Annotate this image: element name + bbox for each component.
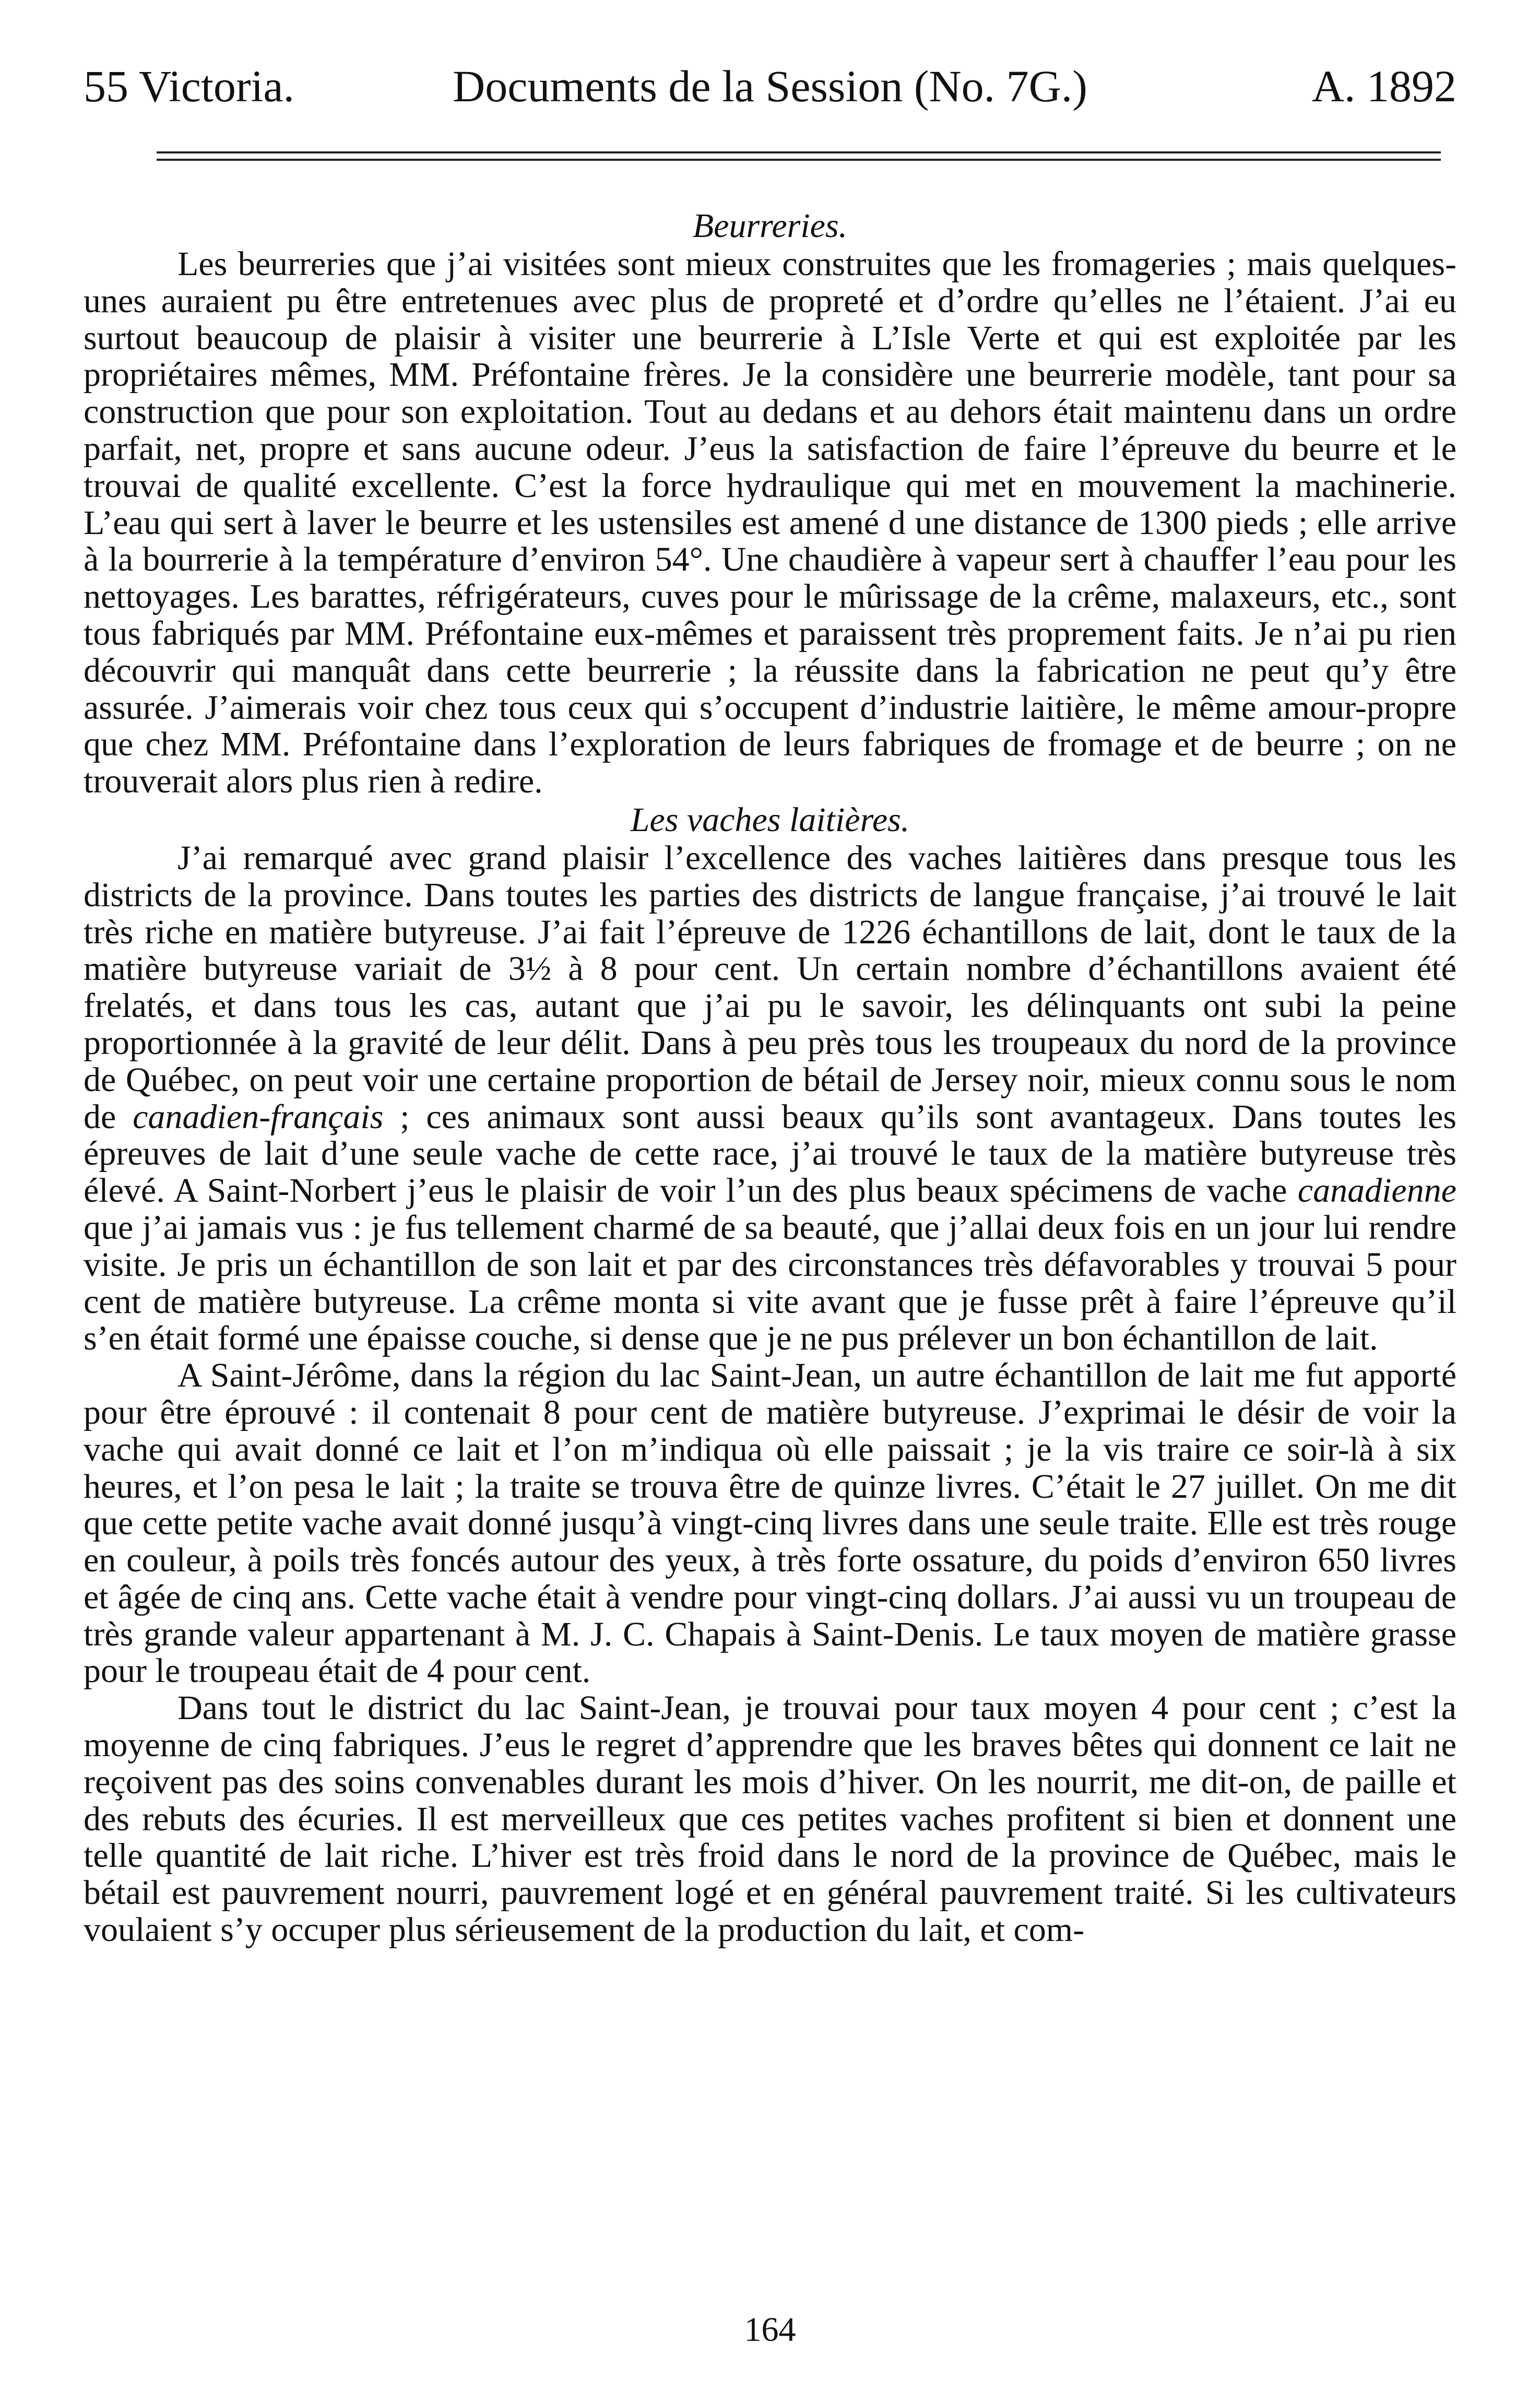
- text-run: J’ai remarqué avec grand plaisir l’excellence des vaches laitières dans presque tous les districts de la province. Dans toutes les parties des districts de langue française, j’ai trouvé le lait très riche en matière butyreuse. J’ai fait l’épreuve de 1226 échantillons de lait, dont le taux de la matière butyreuse variait de 3½ à 8 pour cent. Un certain nombre d’échantillons avaient été frelatés, et dans tous les cas, autant que j’ai pu le savoir, les délinquants ont subi la peine proportionnée à la gravité de leur délit. Dans à peu près tous les troupeaux du nord de la province de Québec, on peut voir une certaine proportion de bétail de Jersey noir, mieux connu sous le nom de: [84, 838, 1456, 1136]
- text-run: que j’ai jamais vus : je fus tellement charmé de sa beauté, que j’allai deux fois en un jour lui rendre visite. Je pris un échantillon de son lait et par des circonstances très défavorables y trouvai 5 pour cent de matière butyreuse. La crême monta si vite avant que je fusse prêt à faire l’épreuve qu’il s’en était formé une épaisse couche, si dense que je ne pus prélever un bon échantillon de lait.: [84, 1208, 1456, 1358]
- section-heading-vaches-laitieres: Les vaches laitières.: [630, 800, 910, 839]
- paragraph-vaches-3: Dans tout le district du lac Saint-Jean, je trouvai pour taux moyen 4 pour cent ; c’est la moyenne de cinq fabriques. J’eus le regret d’apprendre que les braves bêtes qui donnent ce lait ne reçoivent pas des soins convenables durant les mois d’hiver. On les nourrit, me dit-on, de paille et des rebuts des écuries. Il est merveilleux que ces petites vaches profitent si bien et donnent une telle quantité de lait riche. L’hiver est très froid dans le nord de la province de Québec, mais le bétail est pauvrement nourri, pauvrement logé et en général pauvrement traité. Si les cultivateurs voulaient s’y occuper plus sérieusement de la production du lait, et com-: [84, 1689, 1456, 1949]
- header-rule-top: [157, 151, 1441, 153]
- header-title: Documents de la Session (No. 7G.): [453, 61, 1087, 111]
- paragraph-vaches-2: A Saint-Jérôme, dans la région du lac Saint-Jean, un autre échantillon de lait me fut apporté pour être éprouvé : il contenait 8 pour cent de matière butyreuse. J’exprimai le désir de voir la vache qui avait donné ce lait et l’on m’indiqua où elle paissait ; je la vis traire ce soir-là à six heures, et l’on pesa le lait ; la traite se trouva être de quinze livres. C’était le 27 juillet. On me dit que cette petite vache avait donné jusqu’à vingt-cinq livres dans une seule traite. Elle est très rouge en couleur, à poils très foncés autour des yeux, à très forte ossature, du poids d’environ 650 livres et âgée de cinq ans. Cette vache était à vendre pour vingt-cinq dollars. J’ai aussi vu un troupeau de très grande valeur appartenant à M. J. C. Chapais à Saint-Denis. Le taux moyen de matière grasse pour le troupeau était de 4 pour cent.: [84, 1356, 1456, 1690]
- page-body: [84, 206, 1456, 1949]
- header-volume: 55 Victoria.: [84, 61, 295, 111]
- header-year: A. 1892: [1311, 61, 1456, 111]
- italic-term: canadienne: [1297, 1171, 1456, 1210]
- paragraph-vaches-1: [84, 840, 1456, 1357]
- running-header: [84, 57, 1456, 115]
- section-heading-beurreries: Beurreries.: [692, 207, 848, 245]
- text-run: ; ces animaux sont aussi beaux qu’ils sont avantageux. Dans toutes les épreuves de lait d’une seule vache de cette race, j’ai trouvé le taux de la matière butyreuse très élevé. A Saint-Norbert j’eus le plaisir de voir l’un des plus beaux spécimens de vache: [84, 1097, 1456, 1210]
- header-rule-bottom: [157, 159, 1441, 161]
- page-number: 164: [744, 2311, 796, 2349]
- paragraph-beurreries: Les beurreries que j’ai visitées sont mieux construites que les fromageries ; mais quelques-unes auraient pu être entretenues avec plus de propreté et d’ordre qu’elles ne l’étaient. J’ai eu surtout beaucoup de plaisir à visiter une beurrerie à L’Isle Verte et qui est exploitée par les propriétaires mêmes, MM. Préfontaine frères. Je la considère une beurrerie modèle, tant pour sa construction que pour son exploitation. Tout au dedans et au dehors était maintenu dans un ordre parfait, net, propre et sans aucune odeur. J’eus la satisfaction de faire l’épreuve du beurre et le trouvai de qualité excellente. C’est la force hydraulique qui met en mouvement la machinerie. L’eau qui sert à laver le beurre et les ustensiles est amené d une distance de 1300 pieds ; elle arrive à la bourrerie à la température d’environ 54°. Une chaudière à vapeur sert à chauffer l’eau pour les nettoyages. Les barattes, réfrigérateurs, cuves pour le mûrissage de la crême, malaxeurs, etc., sont tous fabriqués par MM. Préfontaine eux-mêmes et paraissent très proprement faits. Je n’ai pu rien découvrir qui manquât dans cette beurrerie ; la réussite dans la fabrication ne peut qu’y être assurée. J’aimerais voir chez tous ceux qui s’occupent d’industrie laitière, le même amour-propre que chez MM. Préfontaine dans l’exploration de leurs fabriques de fromage et de beurre ; on ne trouverait alors plus rien à redire.: [84, 245, 1456, 801]
- italic-term: canadien-français: [133, 1097, 384, 1136]
